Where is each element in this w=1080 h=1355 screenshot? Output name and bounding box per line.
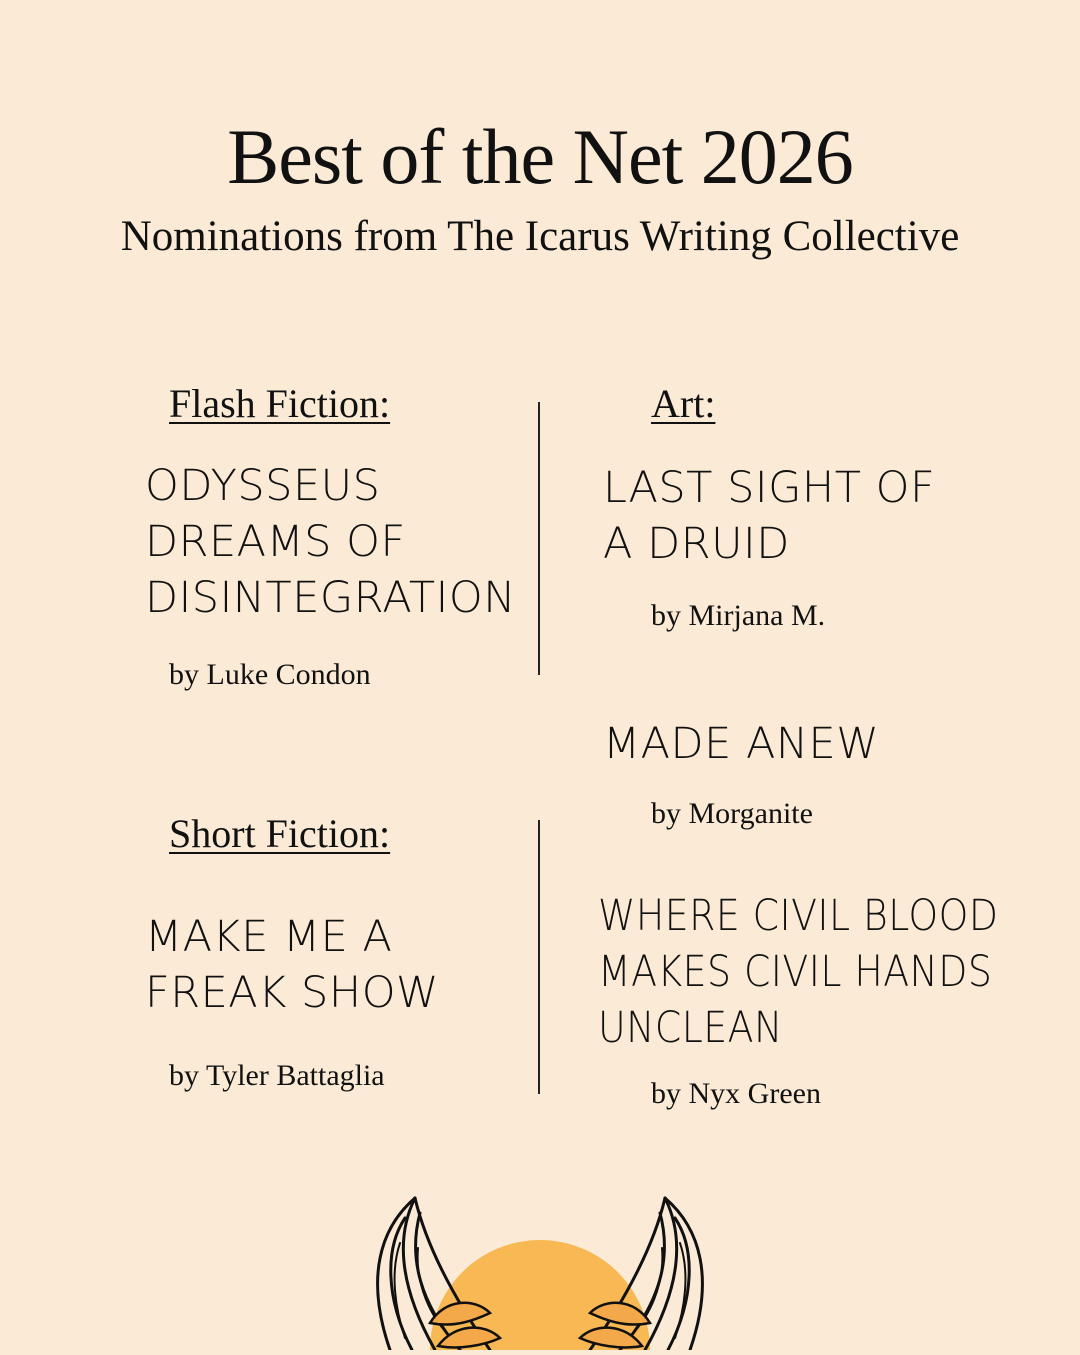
work-title-civil-blood	[598, 888, 998, 1056]
section-heading-flash-fiction: Flash Fiction:	[169, 381, 391, 426]
work-title-line: MAKES CIVIL HANDS	[598, 947, 993, 997]
work-title-line: FREAK SHOW	[145, 968, 440, 1018]
work-title-line: MADE ANEW	[603, 719, 880, 769]
work-title-line: WHERE CIVIL BLOOD	[598, 891, 999, 941]
work-title-line: LAST SIGHT OF	[603, 463, 936, 513]
work-title-made-anew	[603, 716, 879, 772]
work-title-line: UNCLEAN	[598, 1003, 783, 1053]
byline-morganite: by Morganite	[651, 797, 813, 830]
work-title-line: A DRUID	[603, 519, 790, 569]
section-heading-art: Art:	[651, 381, 716, 426]
byline-tyler-battaglia: by Tyler Battaglia	[169, 1059, 385, 1092]
byline-mirjana: by Mirjana M.	[651, 599, 826, 632]
work-title-line: DREAMS OF	[145, 517, 406, 567]
byline-nyx-green: by Nyx Green	[651, 1077, 821, 1110]
page-title: Best of the Net 2026	[227, 113, 853, 200]
work-title-last-sight	[603, 460, 935, 572]
work-title-line: DISINTEGRATION	[145, 573, 516, 623]
work-title-line: MAKE ME A	[145, 912, 393, 962]
column-divider-bottom	[538, 820, 540, 1094]
work-title-odysseus	[145, 458, 516, 626]
work-title-freak-show	[145, 909, 439, 1021]
byline-luke-condon: by Luke Condon	[169, 658, 371, 691]
work-title-line: ODYSSEUS	[145, 461, 381, 511]
page-subtitle: Nominations from The Icarus Writing Collective	[120, 213, 960, 260]
column-divider-top	[538, 402, 540, 675]
winged-sun-icon	[360, 1188, 720, 1350]
section-heading-short-fiction: Short Fiction:	[169, 811, 391, 856]
